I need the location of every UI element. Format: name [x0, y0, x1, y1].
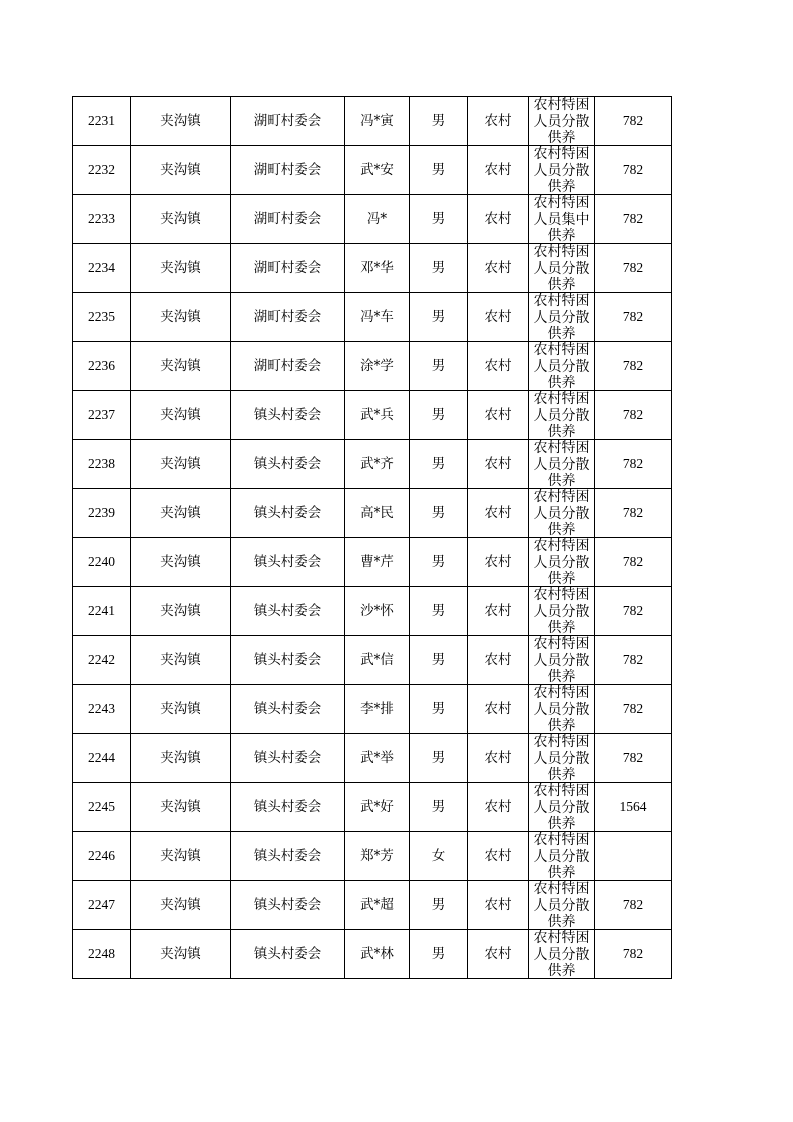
cell-serial-number: 2233 — [73, 195, 131, 244]
cell-town: 夹沟镇 — [131, 244, 231, 293]
support-type-text: 农村特困人员分散供养 — [533, 391, 590, 439]
cell-town: 夹沟镇 — [131, 685, 231, 734]
cell-support-type — [529, 293, 595, 342]
cell-town: 夹沟镇 — [131, 342, 231, 391]
cell-gender: 男 — [410, 685, 468, 734]
cell-gender: 男 — [410, 146, 468, 195]
cell-amount — [595, 832, 672, 881]
cell-gender: 男 — [410, 244, 468, 293]
cell-town: 夹沟镇 — [131, 636, 231, 685]
cell-support-type — [529, 685, 595, 734]
cell-person-name: 高*民 — [345, 489, 410, 538]
cell-town: 夹沟镇 — [131, 489, 231, 538]
support-type-text: 农村特困人员分散供养 — [533, 342, 590, 390]
cell-area-type: 农村 — [468, 146, 529, 195]
support-type-text: 农村特困人员分散供养 — [533, 783, 590, 831]
cell-person-name: 武*信 — [345, 636, 410, 685]
cell-gender: 男 — [410, 783, 468, 832]
table-row — [73, 538, 672, 587]
table-row — [73, 244, 672, 293]
cell-village-committee: 镇头村委会 — [231, 783, 345, 832]
cell-support-type — [529, 146, 595, 195]
cell-area-type: 农村 — [468, 930, 529, 979]
cell-serial-number: 2243 — [73, 685, 131, 734]
cell-gender: 男 — [410, 293, 468, 342]
cell-village-committee: 湖町村委会 — [231, 244, 345, 293]
table-row — [73, 685, 672, 734]
cell-gender: 男 — [410, 391, 468, 440]
cell-town: 夹沟镇 — [131, 146, 231, 195]
support-type-text: 农村特困人员分散供养 — [533, 832, 590, 880]
cell-amount: 782 — [595, 293, 672, 342]
cell-support-type — [529, 195, 595, 244]
cell-area-type: 农村 — [468, 783, 529, 832]
cell-serial-number: 2232 — [73, 146, 131, 195]
cell-town: 夹沟镇 — [131, 930, 231, 979]
support-type-text: 农村特困人员分散供养 — [533, 587, 590, 635]
table-row — [73, 881, 672, 930]
cell-village-committee: 镇头村委会 — [231, 489, 345, 538]
cell-area-type: 农村 — [468, 342, 529, 391]
table-row — [73, 195, 672, 244]
cell-serial-number: 2236 — [73, 342, 131, 391]
cell-gender: 男 — [410, 930, 468, 979]
cell-amount: 782 — [595, 440, 672, 489]
table-row — [73, 293, 672, 342]
cell-support-type — [529, 342, 595, 391]
cell-area-type: 农村 — [468, 636, 529, 685]
cell-village-committee: 镇头村委会 — [231, 685, 345, 734]
cell-person-name: 沙*怀 — [345, 587, 410, 636]
support-type-text: 农村特困人员分散供养 — [533, 636, 590, 684]
cell-person-name: 武*超 — [345, 881, 410, 930]
cell-village-committee: 湖町村委会 — [231, 97, 345, 146]
cell-amount: 782 — [595, 146, 672, 195]
relief-roster-table — [72, 96, 672, 979]
cell-amount: 782 — [595, 587, 672, 636]
cell-support-type — [529, 489, 595, 538]
cell-serial-number: 2237 — [73, 391, 131, 440]
cell-area-type: 农村 — [468, 832, 529, 881]
cell-town: 夹沟镇 — [131, 440, 231, 489]
cell-amount: 782 — [595, 489, 672, 538]
cell-amount: 782 — [595, 685, 672, 734]
cell-person-name: 郑*芳 — [345, 832, 410, 881]
cell-town: 夹沟镇 — [131, 97, 231, 146]
cell-town: 夹沟镇 — [131, 783, 231, 832]
cell-person-name: 武*林 — [345, 930, 410, 979]
cell-serial-number: 2235 — [73, 293, 131, 342]
cell-serial-number: 2234 — [73, 244, 131, 293]
cell-person-name: 武*兵 — [345, 391, 410, 440]
cell-gender: 男 — [410, 538, 468, 587]
cell-amount: 782 — [595, 930, 672, 979]
support-type-text: 农村特困人员集中供养 — [533, 195, 590, 243]
cell-area-type: 农村 — [468, 734, 529, 783]
cell-village-committee: 湖町村委会 — [231, 293, 345, 342]
cell-serial-number: 2247 — [73, 881, 131, 930]
cell-person-name: 冯*车 — [345, 293, 410, 342]
cell-amount: 782 — [595, 342, 672, 391]
cell-amount: 782 — [595, 391, 672, 440]
support-type-text: 农村特困人员分散供养 — [533, 293, 590, 341]
cell-area-type: 农村 — [468, 538, 529, 587]
support-type-text: 农村特困人员分散供养 — [533, 97, 590, 145]
cell-amount: 1564 — [595, 783, 672, 832]
cell-town: 夹沟镇 — [131, 832, 231, 881]
cell-support-type — [529, 783, 595, 832]
cell-town: 夹沟镇 — [131, 391, 231, 440]
cell-support-type — [529, 97, 595, 146]
cell-support-type — [529, 538, 595, 587]
cell-village-committee: 湖町村委会 — [231, 195, 345, 244]
cell-village-committee: 镇头村委会 — [231, 881, 345, 930]
table-row — [73, 832, 672, 881]
cell-amount: 782 — [595, 195, 672, 244]
cell-support-type — [529, 636, 595, 685]
table-row — [73, 636, 672, 685]
cell-town: 夹沟镇 — [131, 195, 231, 244]
support-type-text: 农村特困人员分散供养 — [533, 244, 590, 292]
cell-area-type: 农村 — [468, 881, 529, 930]
cell-area-type: 农村 — [468, 587, 529, 636]
cell-amount: 782 — [595, 97, 672, 146]
cell-area-type: 农村 — [468, 489, 529, 538]
cell-area-type: 农村 — [468, 293, 529, 342]
cell-person-name: 武*举 — [345, 734, 410, 783]
cell-person-name: 武*齐 — [345, 440, 410, 489]
cell-area-type: 农村 — [468, 685, 529, 734]
support-type-text: 农村特困人员分散供养 — [533, 489, 590, 537]
cell-support-type — [529, 440, 595, 489]
cell-serial-number: 2238 — [73, 440, 131, 489]
cell-village-committee: 镇头村委会 — [231, 587, 345, 636]
support-type-text: 农村特困人员分散供养 — [533, 930, 590, 978]
cell-support-type — [529, 832, 595, 881]
cell-serial-number: 2245 — [73, 783, 131, 832]
cell-area-type: 农村 — [468, 391, 529, 440]
cell-area-type: 农村 — [468, 440, 529, 489]
cell-serial-number: 2240 — [73, 538, 131, 587]
support-type-text: 农村特困人员分散供养 — [533, 685, 590, 733]
cell-gender: 女 — [410, 832, 468, 881]
cell-support-type — [529, 930, 595, 979]
cell-gender: 男 — [410, 195, 468, 244]
cell-person-name: 武*安 — [345, 146, 410, 195]
cell-person-name: 曹*芹 — [345, 538, 410, 587]
cell-gender: 男 — [410, 489, 468, 538]
cell-serial-number: 2246 — [73, 832, 131, 881]
cell-person-name: 涂*学 — [345, 342, 410, 391]
cell-town: 夹沟镇 — [131, 538, 231, 587]
cell-amount: 782 — [595, 244, 672, 293]
cell-person-name: 冯* — [345, 195, 410, 244]
cell-person-name: 冯*寅 — [345, 97, 410, 146]
support-type-text: 农村特困人员分散供养 — [533, 146, 590, 194]
cell-serial-number: 2239 — [73, 489, 131, 538]
table-row — [73, 146, 672, 195]
cell-area-type: 农村 — [468, 195, 529, 244]
table-row — [73, 342, 672, 391]
cell-area-type: 农村 — [468, 97, 529, 146]
cell-gender: 男 — [410, 97, 468, 146]
cell-village-committee: 镇头村委会 — [231, 538, 345, 587]
cell-gender: 男 — [410, 734, 468, 783]
cell-serial-number: 2231 — [73, 97, 131, 146]
support-type-text: 农村特困人员分散供养 — [533, 440, 590, 488]
cell-support-type — [529, 587, 595, 636]
cell-town: 夹沟镇 — [131, 293, 231, 342]
table-row — [73, 930, 672, 979]
cell-village-committee: 湖町村委会 — [231, 146, 345, 195]
cell-village-committee: 湖町村委会 — [231, 342, 345, 391]
cell-village-committee: 镇头村委会 — [231, 832, 345, 881]
cell-support-type — [529, 244, 595, 293]
cell-gender: 男 — [410, 342, 468, 391]
cell-amount: 782 — [595, 734, 672, 783]
table-row — [73, 97, 672, 146]
support-type-text: 农村特困人员分散供养 — [533, 734, 590, 782]
table-row — [73, 783, 672, 832]
cell-village-committee: 镇头村委会 — [231, 930, 345, 979]
cell-village-committee: 镇头村委会 — [231, 636, 345, 685]
cell-person-name: 邓*华 — [345, 244, 410, 293]
cell-serial-number: 2241 — [73, 587, 131, 636]
table-body — [73, 97, 672, 979]
cell-person-name: 武*好 — [345, 783, 410, 832]
cell-person-name: 李*排 — [345, 685, 410, 734]
table-row — [73, 734, 672, 783]
cell-gender: 男 — [410, 881, 468, 930]
support-type-text: 农村特困人员分散供养 — [533, 881, 590, 929]
cell-serial-number: 2248 — [73, 930, 131, 979]
cell-support-type — [529, 734, 595, 783]
cell-gender: 男 — [410, 636, 468, 685]
cell-support-type — [529, 391, 595, 440]
cell-village-committee: 镇头村委会 — [231, 734, 345, 783]
cell-area-type: 农村 — [468, 244, 529, 293]
cell-amount: 782 — [595, 538, 672, 587]
cell-town: 夹沟镇 — [131, 734, 231, 783]
cell-gender: 男 — [410, 587, 468, 636]
cell-serial-number: 2244 — [73, 734, 131, 783]
table-row — [73, 587, 672, 636]
cell-village-committee: 镇头村委会 — [231, 391, 345, 440]
cell-town: 夹沟镇 — [131, 587, 231, 636]
cell-town: 夹沟镇 — [131, 881, 231, 930]
cell-serial-number: 2242 — [73, 636, 131, 685]
table-row — [73, 391, 672, 440]
table-row — [73, 489, 672, 538]
cell-village-committee: 镇头村委会 — [231, 440, 345, 489]
cell-amount: 782 — [595, 881, 672, 930]
cell-support-type — [529, 881, 595, 930]
table-row — [73, 440, 672, 489]
cell-gender: 男 — [410, 440, 468, 489]
support-type-text: 农村特困人员分散供养 — [533, 538, 590, 586]
cell-amount: 782 — [595, 636, 672, 685]
